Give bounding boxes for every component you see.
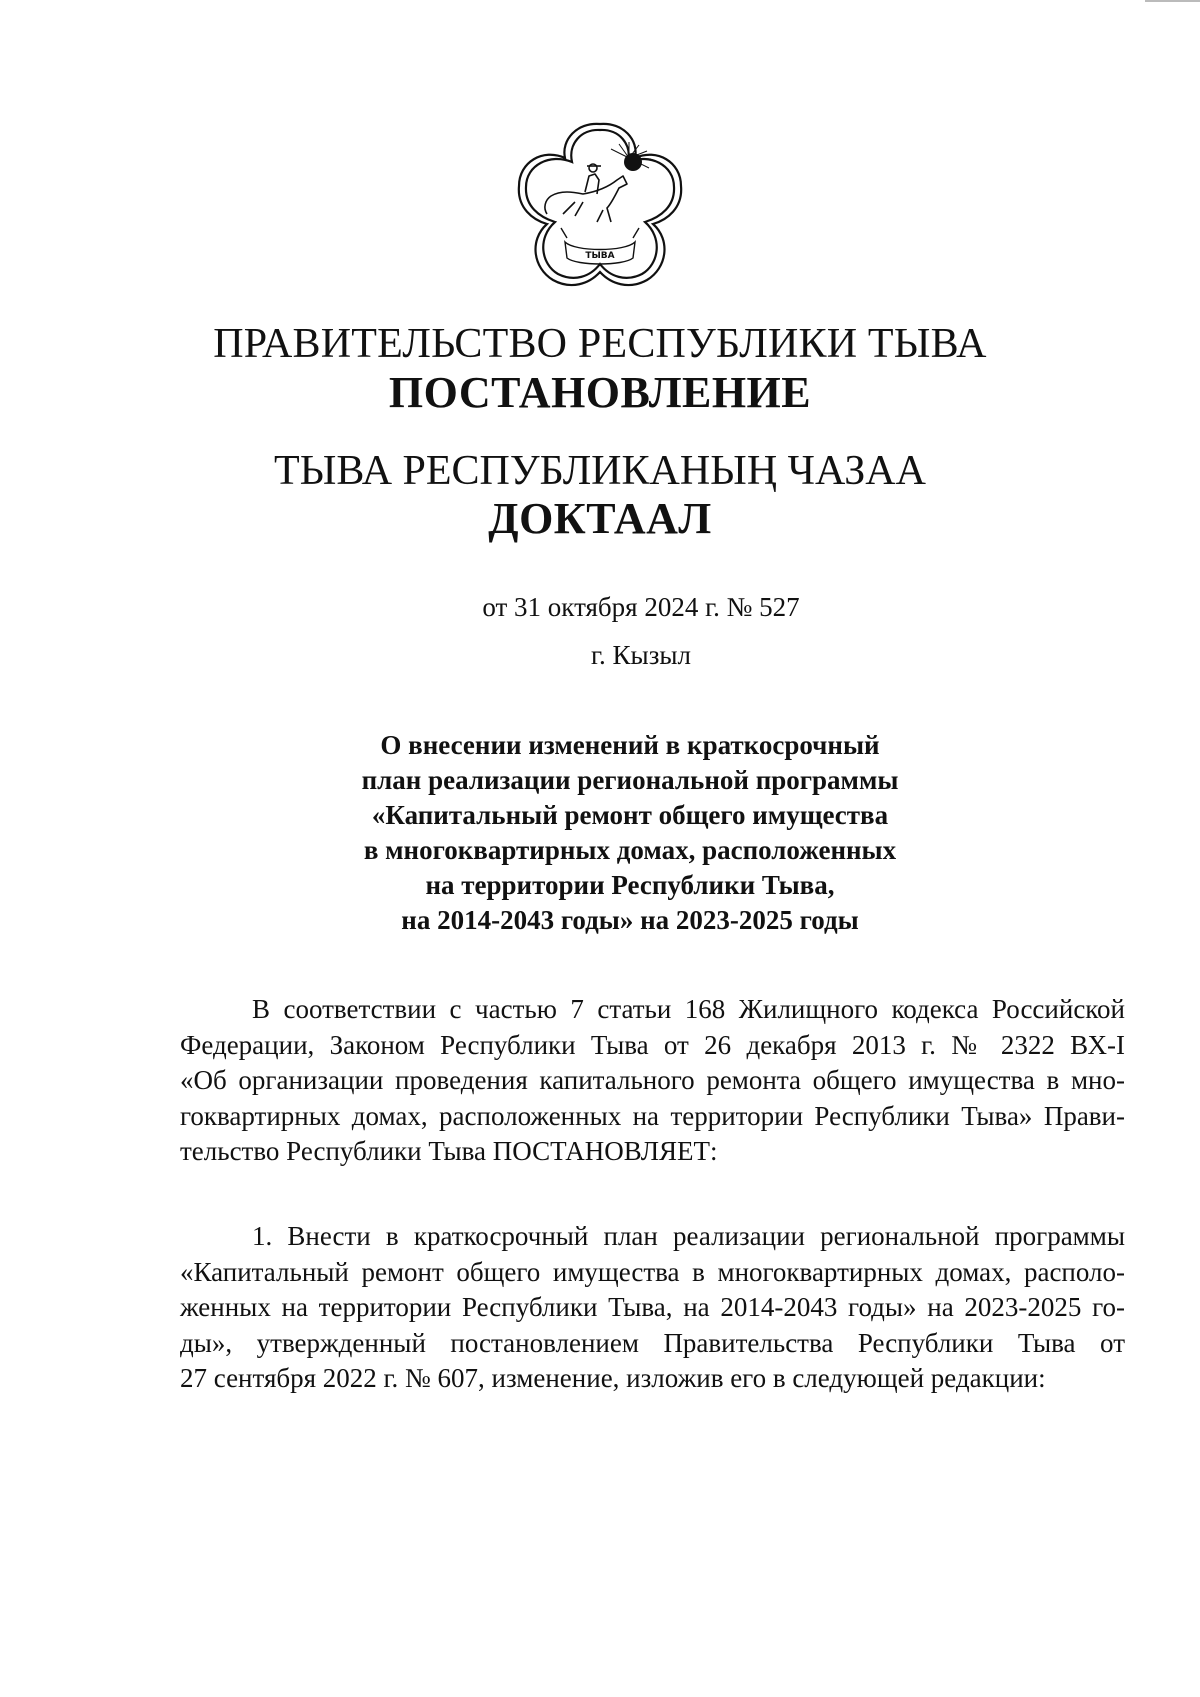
paragraph-line: «Капитальный ремонт общего имущества в многоквартирных домах, располо- (180, 1256, 1125, 1287)
paragraph-line: ды», утвержденный постановлением Правительства Республики Тыва от (180, 1327, 1125, 1358)
paragraph-line: Федерации, Законом Республики Тыва от 26 декабря 2013 г. № 2322 ВХ-I (180, 1029, 1125, 1060)
government-name-ru: ПРАВИТЕЛЬСТВО РЕСПУБЛИКИ ТЫВА (213, 321, 987, 367)
paragraph-line: тельство Республики Тыва ПОСТАНОВЛЯЕТ: (180, 1136, 718, 1166)
paragraph-line: женных на территории Республики Тыва, на 2014-2043 годы» на 2023-2025 го- (180, 1292, 1125, 1322)
preamble-paragraph (180, 992, 1125, 1170)
decree-subject-title (320, 728, 940, 938)
paragraph-line: В соответствии с частью 7 статьи 168 Жилищного кодекса Российской (252, 994, 1125, 1024)
title-line: план реализации региональной программы (361, 765, 899, 795)
title-line: на 2014-2043 годы» на 2023-2025 годы (401, 905, 859, 935)
paragraph-line: 1. Внести в краткосрочный план реализации региональной программы (252, 1221, 1125, 1251)
decree-city: г. Кызыл (591, 640, 691, 670)
tuva-coat-of-arms-icon (511, 118, 689, 296)
government-name-tyv: ТЫВА РЕСПУБЛИКАНЫҢ ЧАЗАА (274, 448, 926, 494)
paragraph-line: 27 сентября 2022 г. № 607, изменение, изложив его в следующей редакции: (180, 1363, 1046, 1393)
decree-title-ru: ПОСТАНОВЛЕНИЕ (388, 368, 812, 417)
paragraph-line: «Об организации проведения капитального ремонта общего имущества в мно- (180, 1065, 1125, 1095)
scan-edge-mark (1145, 0, 1200, 2)
title-line: на территории Республики Тыва, (425, 870, 835, 900)
decree-title-tyv: ДОКТААЛ (488, 494, 712, 543)
emblem-ribbon-text: ТЫВА (585, 251, 615, 261)
decree-date-number: от 31 октября 2024 г. № 527 (482, 592, 800, 622)
paragraph-line: гоквартирных домах, расположенных на территории Республики Тыва» Прави- (180, 1100, 1125, 1131)
title-line: О внесении изменений в краткосрочный (380, 730, 880, 760)
title-line: «Капитальный ремонт общего имущества (371, 800, 889, 830)
item-1-paragraph (180, 1219, 1125, 1397)
title-line: в многоквартирных домах, расположенных (363, 835, 897, 865)
